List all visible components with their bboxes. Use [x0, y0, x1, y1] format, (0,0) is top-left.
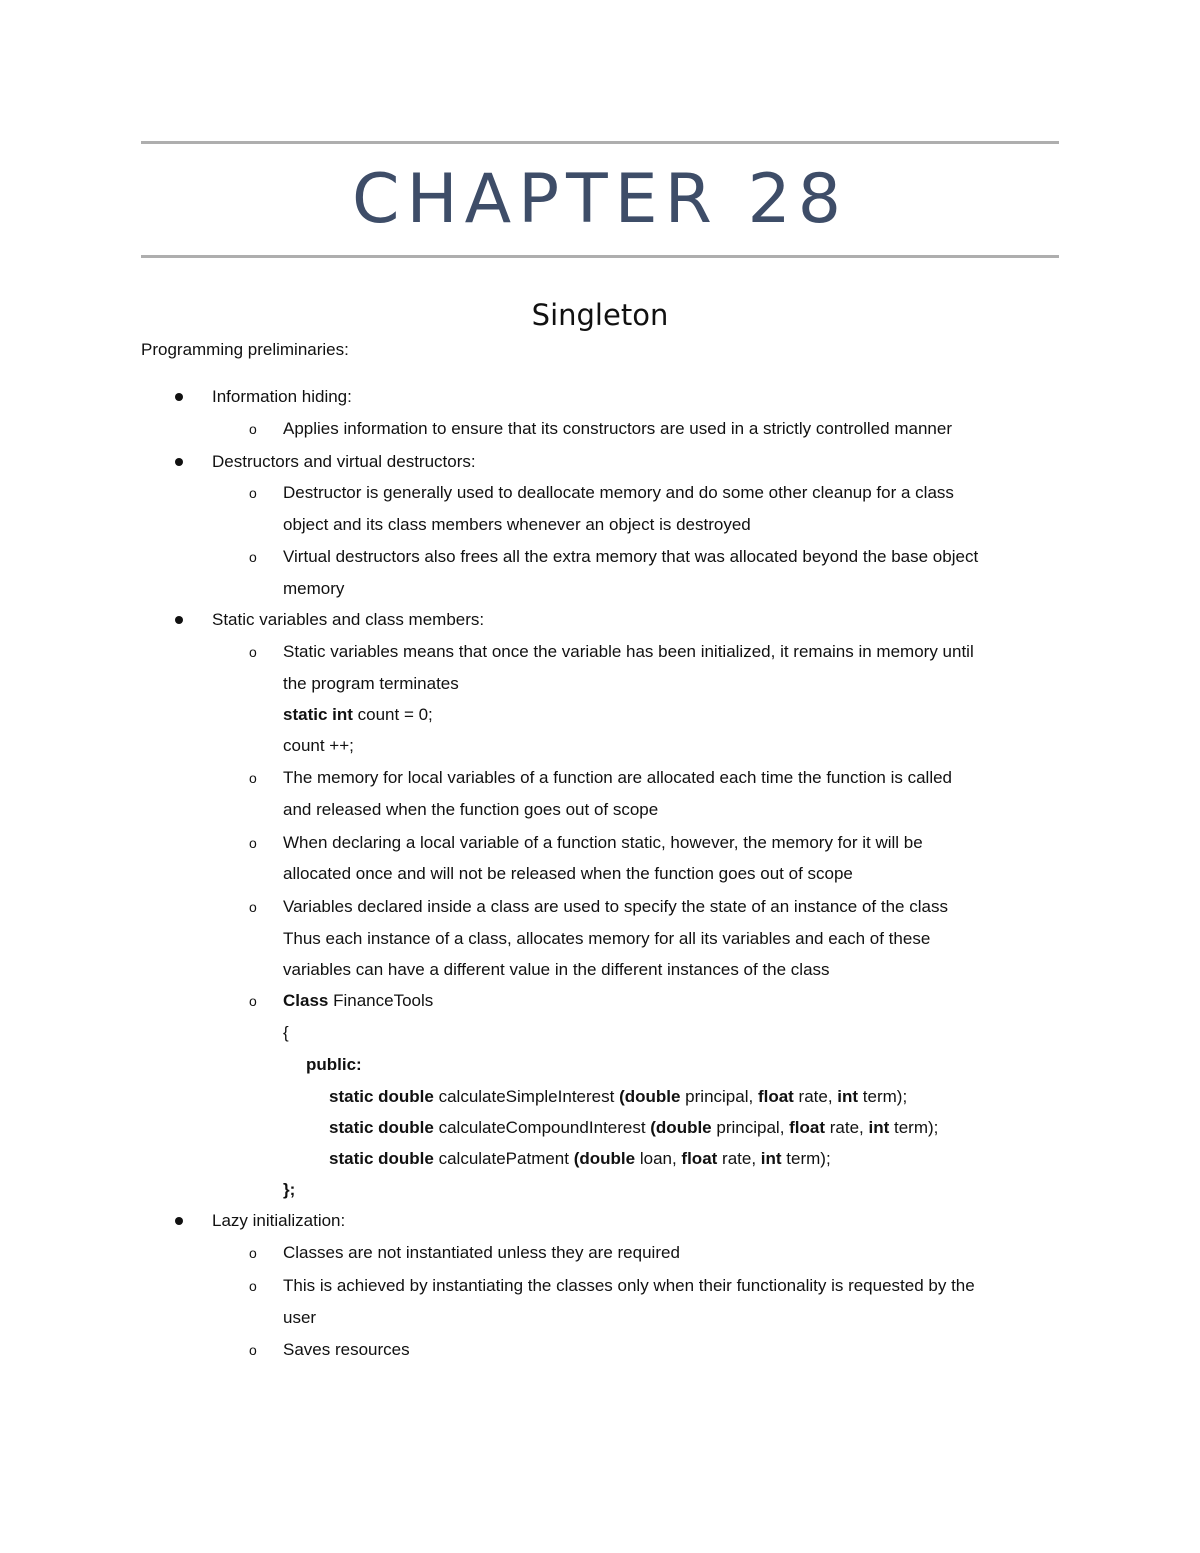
- section-title: Singleton: [531, 298, 669, 332]
- bullet-title: Lazy initialization:: [212, 1211, 346, 1230]
- code-text: calculatePatment: [433, 1149, 574, 1168]
- sub-item-cont: variables can have a different value in the different instances of the class: [283, 960, 830, 979]
- code-text: calculateSimpleInterest: [433, 1087, 620, 1106]
- sub-item: When declaring a local variable of a function static, however, the memory for it will be: [283, 833, 923, 852]
- sub-item: Saves resources: [283, 1340, 410, 1359]
- code-text: count = 0;: [352, 705, 433, 724]
- sub-item: Variables declared inside a class are used to specify the state of an instance of the class: [283, 897, 948, 916]
- top-rule: [141, 141, 1059, 144]
- code-line: [329, 1116, 938, 1140]
- code-text: term);: [858, 1087, 908, 1106]
- code-keyword: (double: [650, 1118, 712, 1137]
- code-keyword: public:: [306, 1055, 362, 1074]
- code-keyword: float: [757, 1087, 794, 1106]
- chapter-title: CHAPTER 28: [351, 160, 849, 239]
- code-line: [329, 1085, 907, 1109]
- sub-bullet-icon: o: [249, 644, 257, 660]
- bullet-icon: [175, 616, 183, 624]
- code-line: [283, 703, 433, 727]
- sub-bullet-icon: o: [249, 1245, 257, 1261]
- code-keyword: float: [789, 1118, 826, 1137]
- bullet-title: Static variables and class members:: [212, 610, 485, 629]
- sub-item: The memory for local variables of a function are allocated each time the function is called: [283, 768, 953, 787]
- code-keyword: int: [760, 1149, 782, 1168]
- sub-bullet-icon: o: [249, 549, 257, 565]
- code-text: rate,: [717, 1149, 761, 1168]
- sub-bullet-icon: o: [249, 1278, 257, 1294]
- sub-bullet-icon: o: [249, 770, 257, 786]
- sub-item: This is achieved by instantiating the classes only when their functionality is requested by the: [283, 1276, 975, 1295]
- sub-bullet-icon: o: [249, 835, 257, 851]
- bottom-rule: [141, 255, 1059, 258]
- code-keyword: float: [681, 1149, 718, 1168]
- sub-bullet-icon: o: [249, 1342, 257, 1358]
- code-text: loan,: [635, 1149, 682, 1168]
- sub-item-cont: Thus each instance of a class, allocates memory for all its variables and each of these: [283, 929, 931, 948]
- code-line: [329, 1147, 831, 1171]
- sub-item-cont: the program terminates: [283, 674, 459, 693]
- code-line: [283, 1178, 295, 1202]
- sub-item: Classes are not instantiated unless they are required: [283, 1243, 680, 1262]
- sub-item: Static variables means that once the variable has been initialized, it remains in memory until: [283, 642, 974, 661]
- sub-item-cont: user: [283, 1308, 317, 1327]
- code-text: calculateCompoundInterest: [433, 1118, 651, 1137]
- sub-item: Applies information to ensure that its constructors are used in a strictly controlled manner: [283, 419, 952, 438]
- code-keyword: static double: [329, 1149, 434, 1168]
- sub-bullet-icon: o: [249, 993, 257, 1009]
- sub-item-cont: and released when the function goes out of scope: [283, 800, 659, 819]
- code-keyword: };: [283, 1180, 296, 1199]
- sub-item: Virtual destructors also frees all the extra memory that was allocated beyond the base object: [283, 547, 979, 566]
- bullet-icon: [175, 458, 183, 466]
- code-line: count ++;: [283, 736, 354, 755]
- bullet-title: Information hiding:: [212, 387, 352, 406]
- sub-bullet-icon: o: [249, 421, 257, 437]
- bullet-icon: [175, 393, 183, 401]
- sub-bullet-icon: o: [249, 485, 257, 501]
- code-line: [283, 989, 433, 1013]
- code-keyword: static double: [329, 1118, 434, 1137]
- code-text: rate,: [793, 1087, 838, 1106]
- intro-heading: Programming preliminaries:: [141, 340, 349, 359]
- code-line: [306, 1053, 362, 1077]
- code-text: principal,: [711, 1118, 790, 1137]
- code-text: rate,: [825, 1118, 869, 1137]
- sub-item-cont: memory: [283, 579, 345, 598]
- sub-item-cont: allocated once and will not be released when the function goes out of scope: [283, 864, 853, 883]
- code-text: term);: [781, 1149, 831, 1168]
- code-keyword: Class: [283, 991, 329, 1010]
- sub-bullet-icon: o: [249, 899, 257, 915]
- bullet-title: Destructors and virtual destructors:: [212, 452, 476, 471]
- code-text: FinanceTools: [328, 991, 434, 1010]
- code-keyword: static double: [329, 1087, 434, 1106]
- code-keyword: (double: [573, 1149, 636, 1168]
- sub-item-cont: object and its class members whenever an object is destroyed: [283, 515, 751, 534]
- code-text: principal,: [680, 1087, 758, 1106]
- code-line: {: [283, 1023, 289, 1042]
- sub-item: Destructor is generally used to deallocate memory and do some other cleanup for a class: [283, 483, 954, 502]
- bullet-icon: [175, 1217, 183, 1225]
- code-keyword: int: [837, 1087, 859, 1106]
- code-keyword: (double: [619, 1087, 681, 1106]
- code-keyword: static int: [283, 705, 353, 724]
- code-text: term);: [889, 1118, 939, 1137]
- code-keyword: int: [868, 1118, 890, 1137]
